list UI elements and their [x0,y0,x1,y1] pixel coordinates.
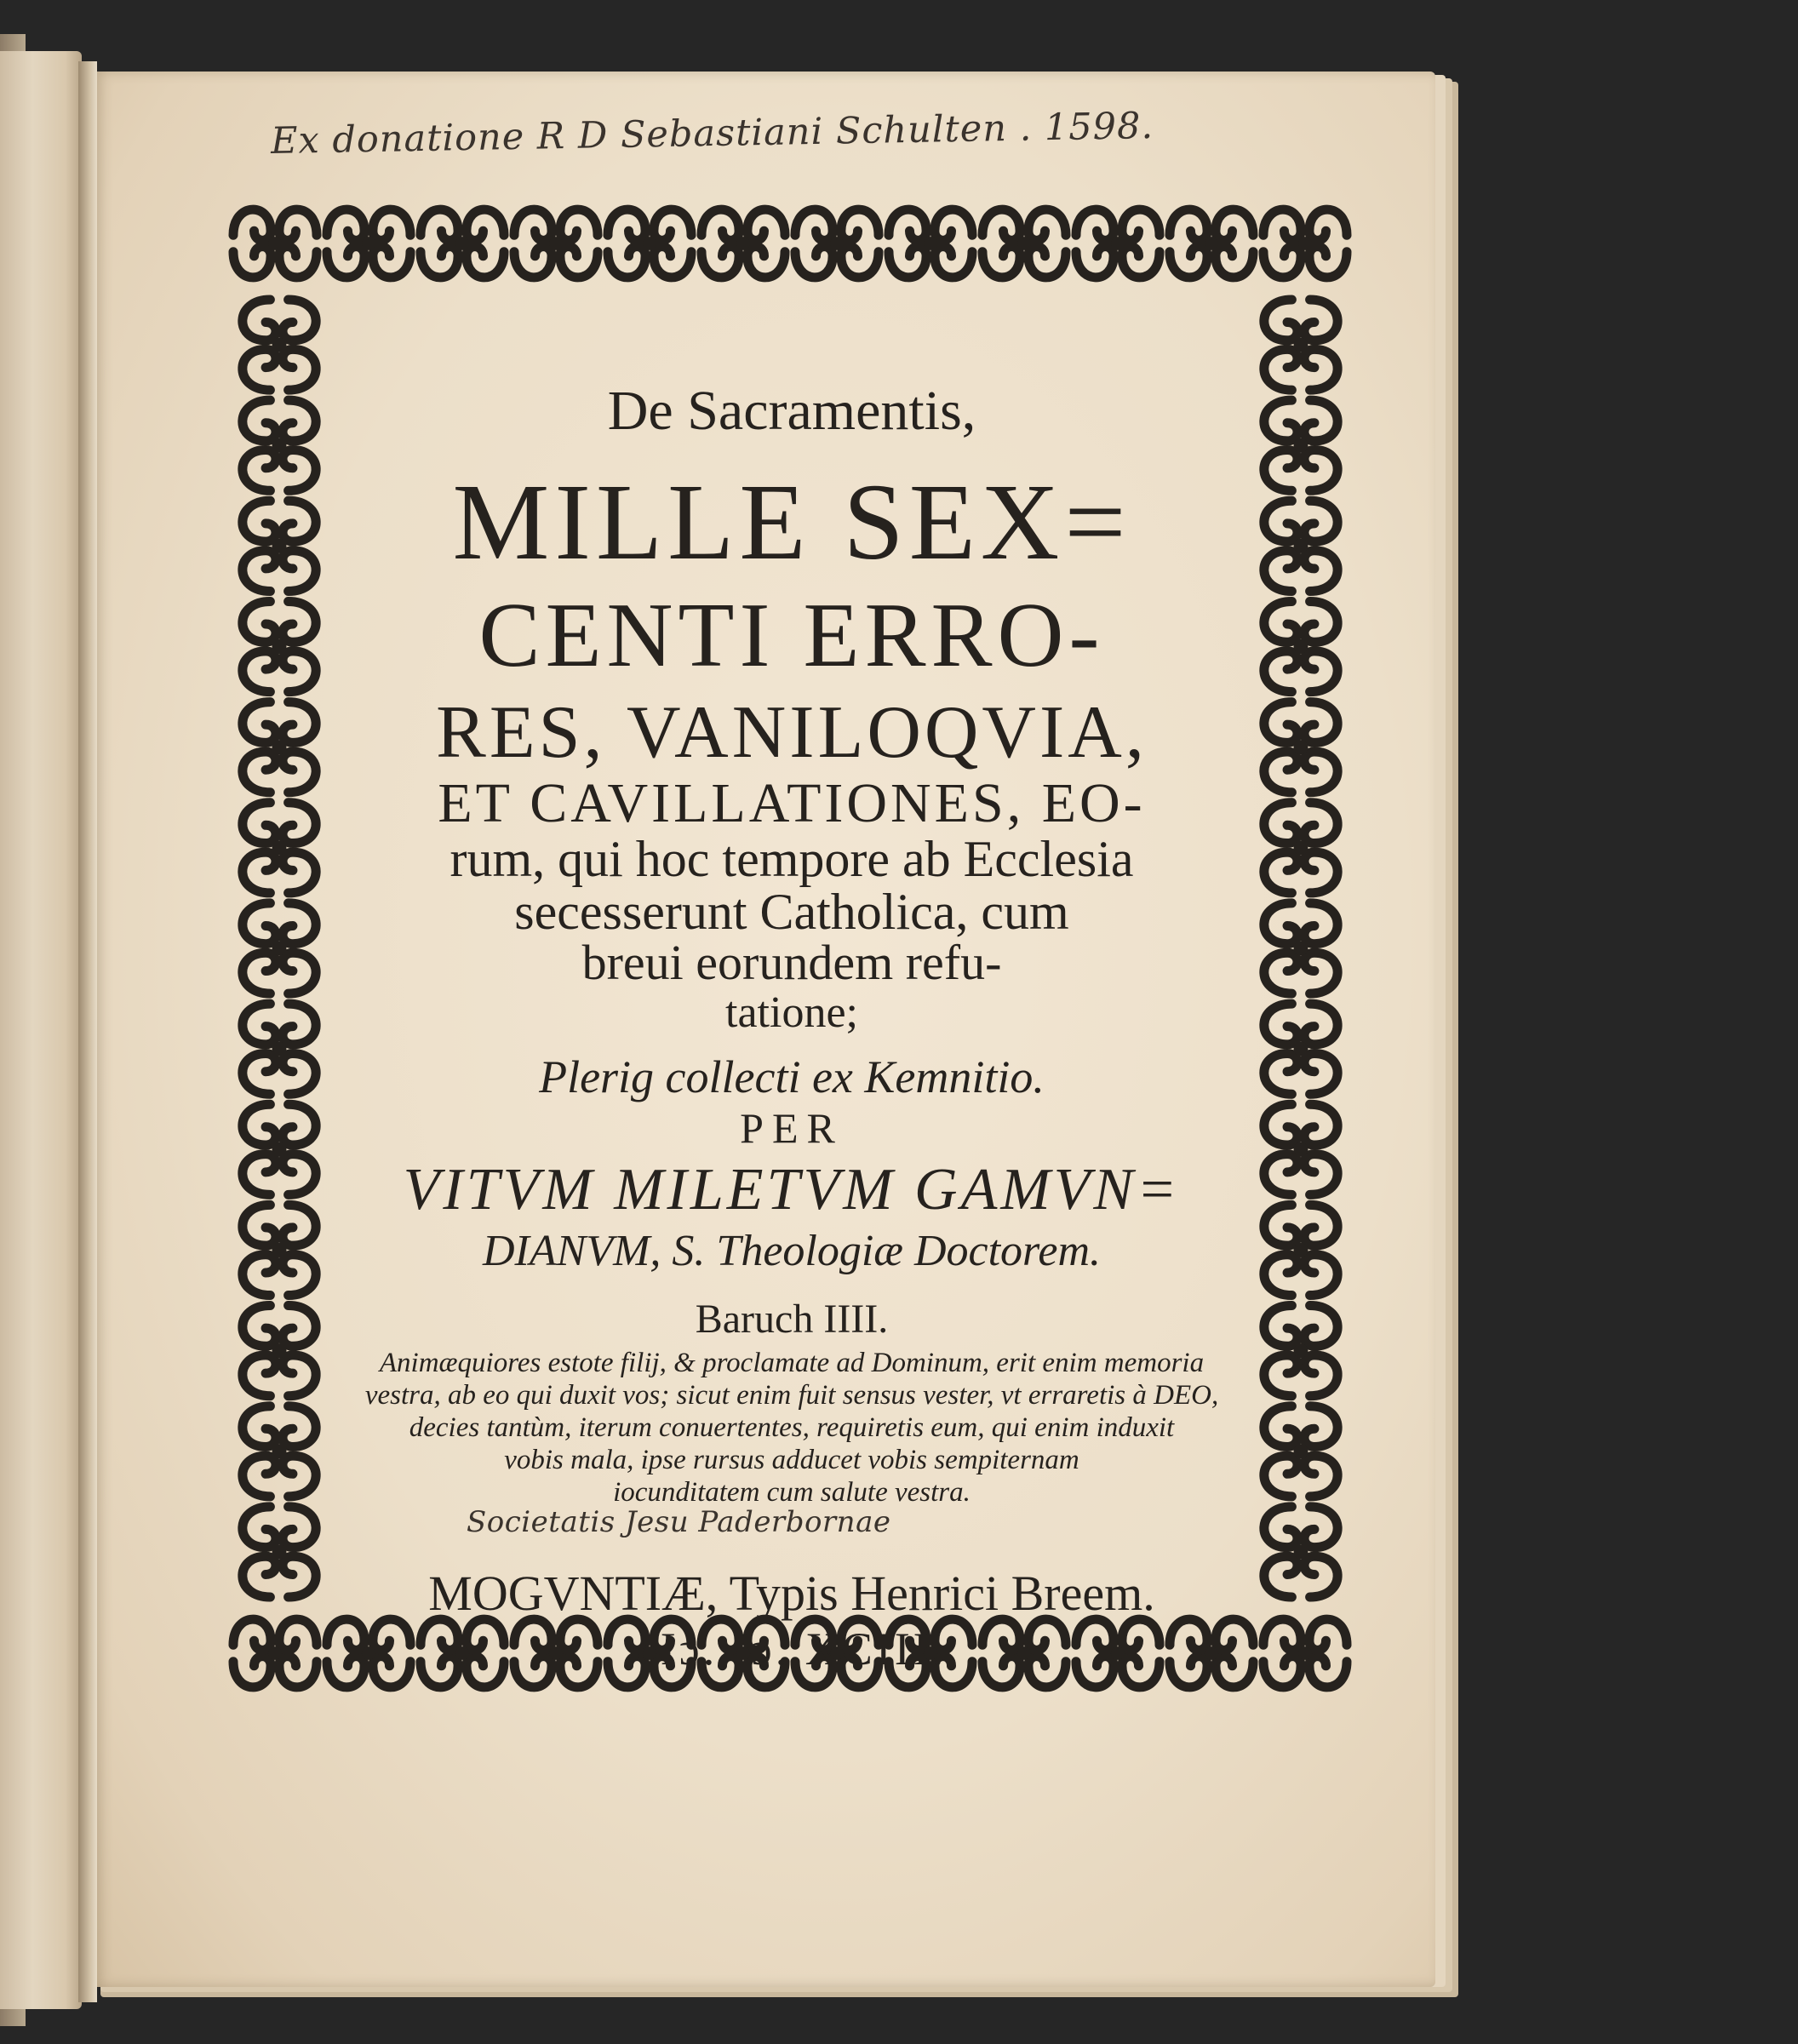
ornament-tile [1264,300,1337,390]
epigraph-line: vestra, ab eo qui duxit vos; sicut enim fuit sensus vester, vt erraretis à DEO, [364,1380,1219,1411]
ornament-tile [243,501,316,591]
author-name-cont: DIANVM, S. Theologiæ Doctorem. [483,1227,1101,1275]
ornament-tile [1264,1406,1337,1497]
ornament-tile [608,209,691,278]
title-line-et-cavillationes: ET CAVILLATIONES, EO- [438,772,1146,834]
author-per: PER [740,1104,844,1152]
ornament-tile [243,1205,316,1295]
ornament-tile [1170,209,1253,278]
ornament-tile [243,601,316,691]
ornament-tile [233,1619,317,1687]
ornament-tile [1263,209,1347,278]
title-line-mille-sex: MILLE SEX= [452,461,1131,582]
ornament-tile [1264,1104,1337,1194]
title-line-breui: breui eorundem refu- [581,935,1002,990]
ornament-tile [1264,501,1337,591]
title-line-rum: rum, qui hoc tempore ab Ecclesia [450,831,1134,887]
ornament-tile [327,209,410,278]
ornament-tile [1264,1306,1337,1396]
subtitle-plerig: Plerig collecti ex Kemnitio. [539,1051,1045,1102]
ornament-tile [243,300,316,390]
title-line-secesserunt: secesserunt Catholica, cum [514,884,1069,940]
ornament-tile [1264,1004,1337,1094]
title-line-res-vaniloquia: RES, VANILOQVIA, [436,691,1148,774]
ornament-tile [514,209,598,278]
ornament-tile [233,209,317,278]
ornament-tile [421,209,504,278]
ornament-tile [243,1306,316,1396]
ornament-tile [1264,803,1337,893]
ornament-tile [982,209,1066,278]
ornament-tile [243,400,316,490]
ornament-tile [1264,702,1337,793]
book-gutter [78,61,97,2002]
title-line-de-sacramentis: De Sacramentis, [607,380,976,442]
title-line-centi-erro: CENTI ERRO- [478,585,1105,686]
ornament-tile [243,803,316,893]
epigraph-line: decies tantùm, iterum conuertentes, requiretis eum, qui enim induxit [409,1412,1175,1443]
ornament-tile [1264,400,1337,490]
ornament-tile [1264,1205,1337,1295]
epigraph-reference: Baruch IIII. [695,1297,889,1342]
ornament-tile [243,1104,316,1194]
epigraph-line: Animæquiores estote filij, & proclamate ad Dominum, erit enim memoria [379,1348,1205,1378]
ornament-tile [243,903,316,993]
title-line-tatione: tatione; [725,988,858,1037]
left-facing-page [0,51,82,2009]
ornament-tile [243,1004,316,1094]
author-name: VITVM MILETVM GAMVN= [403,1157,1181,1222]
ornament-tile [243,1507,316,1597]
imprint-line: MOGVNTIÆ, Typis Henrici Breem. [428,1566,1155,1621]
ornament-tile [1264,601,1337,691]
ornament-tile [243,1406,316,1497]
ornament-tile [1264,903,1337,993]
ornament-tile [1263,1619,1347,1687]
imprint-date: cIɔ. Iɔ. XCIII. [636,1623,948,1675]
epigraph-line: vobis mala, ipse rursus adducet vobis sempiternam [504,1445,1079,1475]
handwritten-donation-inscription: Ex donatione R D Sebastiani Schulten . 1598. [270,104,1154,163]
ornament-tile [1076,209,1160,278]
ornament-tile [889,209,972,278]
ornament-tile [243,702,316,793]
handwritten-library-mark: Societatis Jesu Paderbornae [467,1505,891,1539]
epigraph-line: iocunditatem cum salute vestra. [613,1477,971,1508]
ornament-tile [795,209,879,278]
ornament-tile [1264,1507,1337,1597]
ornament-tile [701,209,785,278]
